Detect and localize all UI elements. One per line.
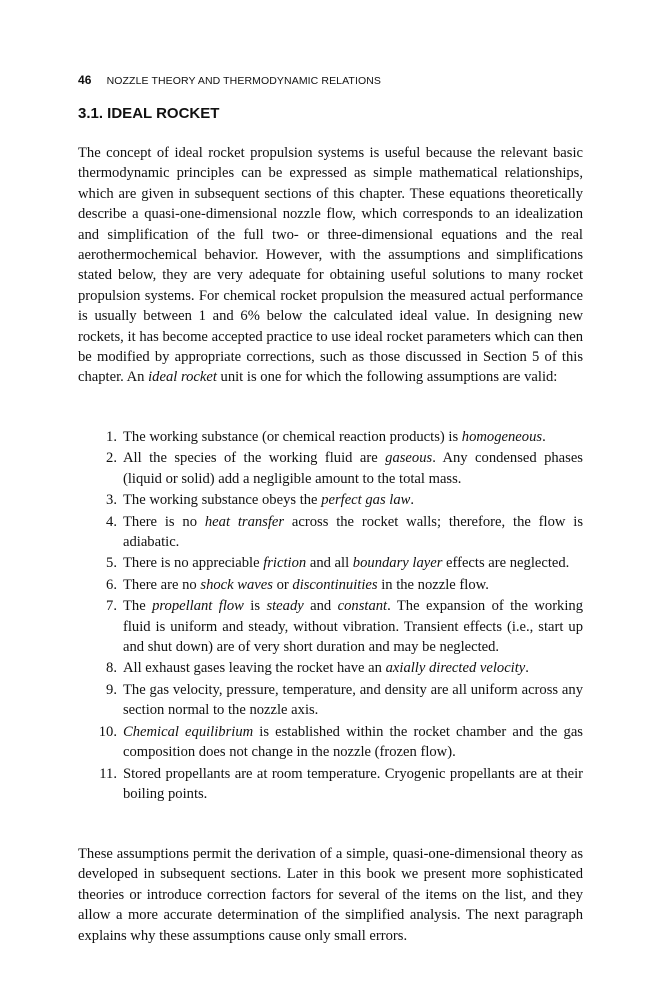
assumption-text: and all (306, 555, 353, 572)
assumption-item (78, 490, 583, 510)
assumption-item (78, 427, 583, 447)
assumption-text: All the species of the working fluid are (123, 450, 386, 467)
assumption-number: 11. (99, 765, 117, 782)
assumption-item (78, 512, 583, 553)
assumption-emphasis: boundary layer (352, 555, 443, 572)
assumption-item (78, 553, 583, 573)
assumption-text: . Any condensed phases (liquid or solid) add a negligible amount to the total mass. (123, 450, 583, 487)
assumption-emphasis: discontinuities (292, 576, 378, 593)
assumption-item (78, 722, 583, 763)
page-number: 46 (78, 73, 92, 87)
assumption-text: . (525, 660, 529, 677)
assumption-emphasis: propellant flow (152, 598, 244, 615)
running-header (78, 73, 381, 87)
assumption-text: All exhaust gases leaving the rocket have an (123, 660, 386, 677)
assumption-text: . (542, 429, 546, 445)
assumption-text: There is no (123, 513, 205, 530)
assumption-text: . The expansion of the working fluid is uniform and steady, without vibration. Transient effects (i.e., start up and shut down) are of very short duration and may be neglected. (123, 598, 583, 656)
assumption-emphasis: shock waves (200, 576, 273, 593)
assumption-text: There is no appreciable (123, 555, 264, 572)
assumption-text: The working substance obeys the (123, 492, 322, 509)
assumption-text: and (303, 598, 338, 615)
assumption-number: 10. (98, 723, 117, 740)
assumption-emphasis: steady (266, 598, 304, 615)
assumption-item (78, 575, 583, 595)
assumption-emphasis: heat transfer (204, 513, 285, 530)
assumption-emphasis: axially directed velocity (385, 660, 526, 677)
intro-emphasis: ideal rocket (148, 369, 217, 386)
assumption-emphasis: perfect gas law (321, 492, 411, 509)
assumption-emphasis: constant (337, 598, 388, 615)
assumption-number: 2. (106, 450, 117, 467)
assumption-emphasis: homogeneous (461, 429, 543, 445)
intro-paragraph (78, 143, 583, 388)
assumption-number: 4. (106, 513, 117, 530)
assumption-text: across the rocket walls; therefore, the flow is adiabatic. (123, 513, 583, 551)
assumption-text: Stored propellants are at room temperature. Cryogenic propellants are at their boiling points. (123, 765, 583, 802)
assumption-text: effects are neglected. (442, 555, 570, 572)
assumption-item (78, 448, 583, 489)
assumption-text: The gas velocity, pressure, temperature, and density are all uniform across any section normal to the nozzle axis. (123, 681, 583, 719)
assumption-emphasis: gaseous (385, 450, 433, 467)
section-heading: 3.1. IDEAL ROCKET (78, 105, 220, 122)
assumption-number: 8. (106, 660, 117, 677)
assumption-text: is established within the rocket chamber and the gas composition does not change in the nozzle (frozen flow). (123, 723, 583, 761)
assumption-text: is (243, 598, 267, 615)
assumption-text: The (123, 598, 153, 615)
assumption-item (78, 658, 583, 678)
assumption-emphasis: friction (263, 555, 307, 572)
assumptions-list (78, 427, 583, 805)
assumption-number: 1. (106, 429, 117, 445)
assumption-number: 9. (106, 681, 117, 698)
assumption-text: There are no (123, 576, 201, 593)
assumption-text: or (272, 576, 293, 593)
intro-text-after: unit is one for which the following assumptions are valid: (216, 369, 558, 386)
assumption-text: in the nozzle flow. (377, 576, 489, 593)
assumption-number: 6. (106, 576, 117, 593)
assumption-number: 5. (106, 555, 117, 572)
assumption-text: . (410, 492, 415, 509)
running-title: NOZZLE THEORY AND THERMODYNAMIC RELATIONS (106, 75, 382, 87)
assumption-emphasis: Chemical equilibrium (123, 723, 254, 740)
assumption-number: 7. (106, 598, 117, 615)
conclusion-paragraph: These assumptions permit the derivation of a simple, quasi-one-dimensional theory as developed in subsequent sections. Later in this book we present more sophisticated theories or introduce correction factors for several of the items on the list, and they allow a more accurate determination of the simplified analysis. The next paragraph explains why these assumptions cause only small errors. (78, 846, 583, 944)
intro-text-before: The concept of ideal rocket propulsion systems is useful because the relevant basic thermodynamic principles can be expressed as simple mathematical relationships, which are given in subsequent sections of this chapter. These equations theoretically describe a quasi-one-dimensional nozzle flow, which corresponds to an idealization and simplification of the full two- or three-dimensional equations and the real aerothermochemical behavior. However, with the assumptions and simplifications stated below, they are very adequate for obtaining useful solutions to many rocket propulsion systems. For chemical rocket propulsion the measured actual performance is usually between 1 and 6% below the calculated ideal value. In designing new rockets, it has become accepted practice to use ideal rocket parameters which can then be modified by appropriate corrections, such as those discussed in Section 5 of this chapter. An (78, 145, 583, 386)
assumption-item (78, 596, 583, 657)
assumption-number: 3. (106, 492, 117, 509)
assumption-text: The working substance (or chemical reaction products) is (123, 429, 462, 445)
assumption-item (78, 764, 583, 805)
assumption-item (78, 680, 583, 721)
